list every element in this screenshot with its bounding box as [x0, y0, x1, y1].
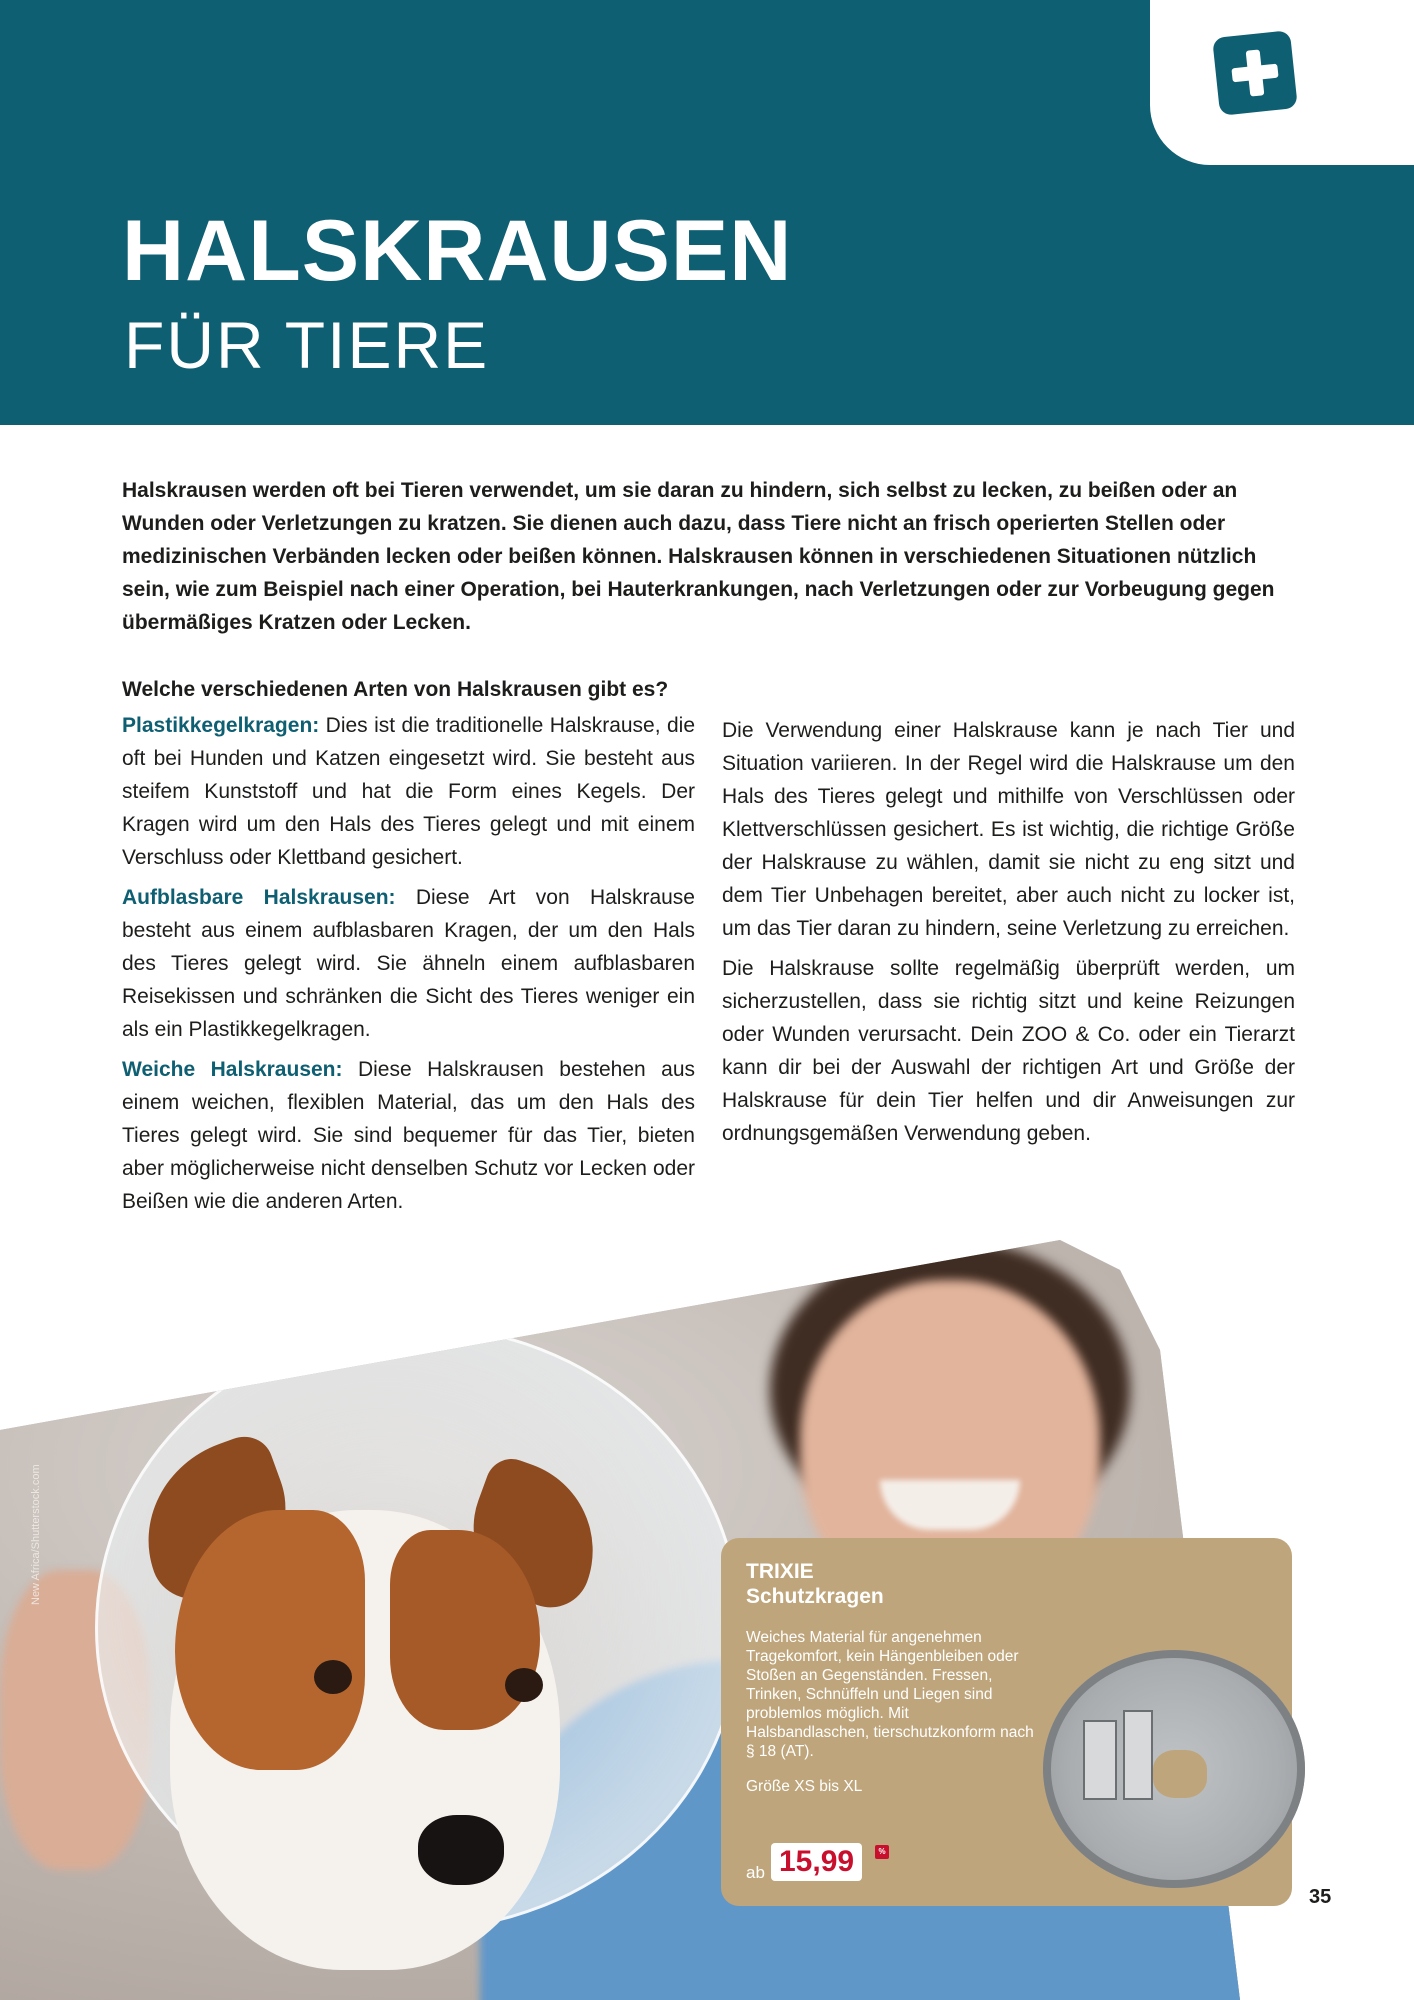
product-brand: TRIXIE	[746, 1560, 814, 1583]
left-column	[122, 675, 695, 1225]
product-name: Schutzkragen	[746, 1585, 884, 1608]
type-paragraph-inflatable	[122, 881, 695, 1046]
check-paragraph: Die Halskrause sollte regelmäßig überprüft werden, um sicherzustellen, dass sie richtig sitzt und keine Reizungen oder Wunden verursacht. Dein ZOO & Co. oder ein Tierarzt kann dir bei der Auswahl der richtigen Art und Größe der Halskrause für dein Tier helfen und dir Anweisungen zur ordnungsgemäßen Verwendung geben.	[722, 957, 1295, 1145]
type-paragraph-soft	[122, 1053, 695, 1218]
usage-paragraph: Die Verwendung einer Halskrause kann je nach Tier und Situation variieren. In der Regel wird die Halskrause um den Hals des Tieres gelegt und mithilfe von Verschlüssen oder Klettverschlüssen gesichert. Es ist wichtig, die richtige Größe der Halskrause zu wählen, damit sie nicht zu eng sitzt und dem Tier Unbehagen bereitet, aber auch nicht zu locker ist, um das Tier daran zu hindern, seine Verletzung zu erreichen.	[722, 719, 1295, 940]
dog-nose	[418, 1815, 504, 1885]
page-subtitle: FÜR TIERE	[124, 308, 490, 382]
type-text: Diese Halskrausen bestehen aus einem weichen, flexiblen Material, das um den Hals des Tieres gelegt wird. Sie sind bequemer für das Tier, bieten aber möglicherweise nicht denselben Schutz vor Lecken oder Beißen wie die anderen Arten.	[122, 1058, 696, 1213]
discount-badge: %	[875, 1845, 889, 1859]
type-term: Weiche Halskrausen:	[122, 1058, 343, 1081]
dog-eye-left	[314, 1660, 352, 1694]
type-term: Plastikkegelkragen:	[122, 714, 320, 737]
type-text: Dies ist die traditionelle Halskrause, die oft bei Hunden und Katzen eingesetzt wird. Sie besteht aus steifem Kunststoff und hat die Form eines Kegels. Der Kragen wird um den Hals des Tieres gelegt und mit einem Verschluss oder Klettband gesichert.	[122, 714, 695, 869]
photo-credit: New Africa/Shutterstock.com	[30, 1464, 42, 1605]
type-text: Diese Art von Halskrause besteht aus einem aufblasbaren Kragen, der um den Hals des Tieres gelegt wird. Sie ähneln einem aufblasbaren Reisekissen und schränken die Sicht des Tieres weniger ein als ein Plastikkegelkragen.	[122, 886, 695, 1041]
type-term: Aufblasbare Halskrausen:	[122, 886, 396, 909]
intro-paragraph: Halskrausen werden oft bei Tieren verwendet, um sie daran zu hindern, sich selbst zu lecken, zu beißen oder an Wunden oder Verletzungen zu kratzen. Sie dienen auch dazu, dass Tiere nicht an frisch operierten Stellen oder medizinischen Verbänden lecken oder beißen können. Halskrausen können in verschiedenen Situationen nützlich sein, wie zum Beispiel nach einer Operation, bei Hauterkrankungen, nach Verletzungen oder zur Vorbeugung gegen übermäßiges Kratzen oder Lecken.	[122, 479, 1275, 634]
header-banner	[0, 0, 1414, 425]
price-prefix: ab	[746, 1863, 765, 1882]
product-price: 15,99	[771, 1843, 862, 1881]
collar-strap	[1123, 1710, 1153, 1800]
product-sizes: Größe XS bis XL	[746, 1778, 863, 1795]
page-title: HALSKRAUSEN	[122, 203, 793, 299]
collar-strap	[1083, 1720, 1117, 1800]
collar-image	[1043, 1650, 1305, 1888]
page-number: 35	[1309, 1886, 1332, 1908]
plus-cross-icon	[1212, 30, 1298, 116]
product-card	[721, 1538, 1292, 1906]
collar-neck-opening	[1153, 1750, 1207, 1798]
dog-eye-right	[505, 1668, 543, 1702]
right-column	[722, 714, 1295, 1157]
type-paragraph-plastic	[122, 709, 695, 874]
types-heading: Welche verschiedenen Arten von Halskrausen gibt es?	[122, 678, 669, 701]
product-description: Weiches Material für angenehmen Tragekomfort, kein Hängenbleiben oder Stoßen an Gegenständen. Fressen, Trinken, Schnüffeln und Liegen sind problemlos möglich. Mit Halsbandlaschen, tierschutzkonform nach § 18 (AT).	[746, 1629, 1034, 1760]
